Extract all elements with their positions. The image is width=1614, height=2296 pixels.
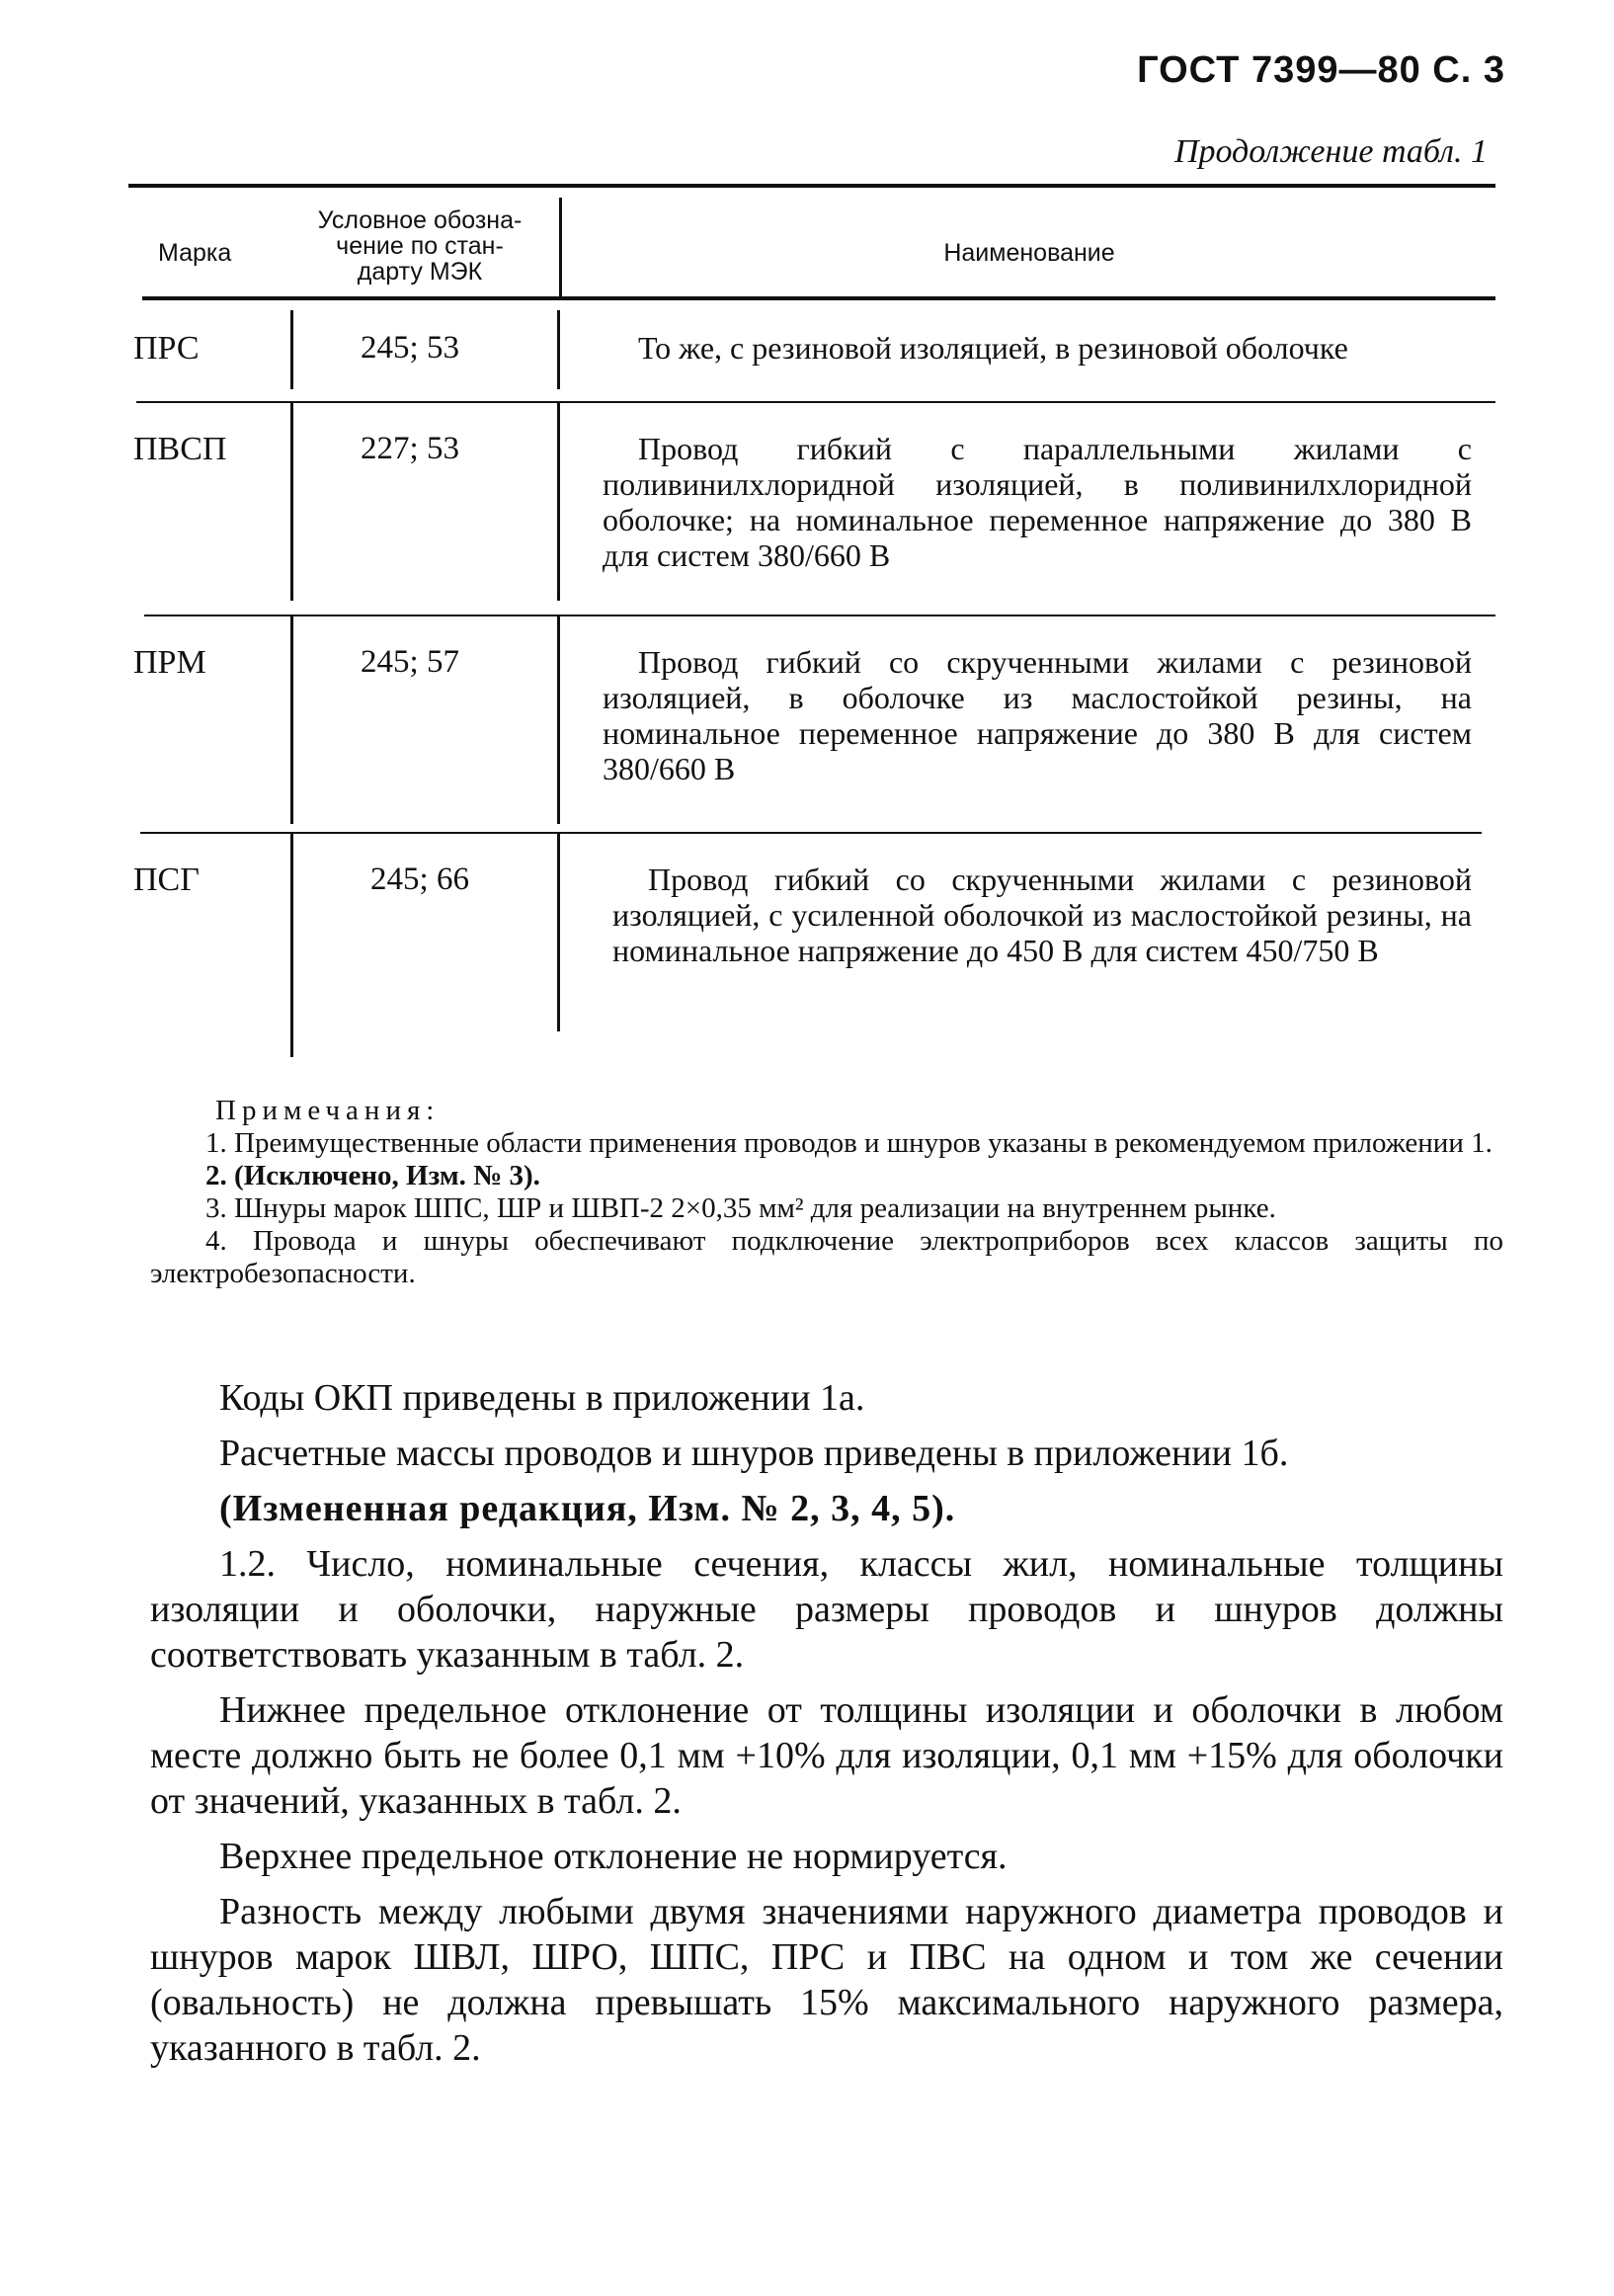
row-iec: 245; 53 (361, 330, 459, 366)
row-mark: ПРМ (133, 644, 206, 681)
note-item: 4. Провода и шнуры обеспечивают подключение электроприборов всех классов защиты по электробезопасности. (150, 1225, 1503, 1289)
column-divider (290, 310, 293, 389)
row-name: Провод гибкий со скрученными жилами с резиновой изоляцией, в оболочке из маслостойкой резины, на номинальное переменное напряжение до 380 В для систем 380/660 В (603, 644, 1472, 786)
row-mark: ПСГ (133, 861, 200, 898)
table-row (128, 403, 1495, 615)
table-notes (150, 1095, 1503, 1290)
table-row (128, 300, 1495, 401)
header-divider (559, 198, 562, 296)
note-item: 1. Преимущественные области применения проводов и шнуров указаны в рекомендуемом приложении 1. (205, 1127, 1493, 1159)
note-item: 3. Шнуры марок ШПС, ШР и ШВП-2 2×0,35 мм² для реализации на внутреннем рынке. (205, 1192, 1276, 1224)
column-divider (557, 403, 560, 601)
column-header-iec: Условное обозна- чение по стан- дарту МЭК (317, 206, 523, 286)
paragraph: 1.2. Число, номинальные сечения, классы жил, номинальные толщины изоляции и оболочки, наружные размеры проводов и шнуров должны соответствовать указанным в табл. 2. (150, 1543, 1503, 1676)
wire-table (128, 184, 1495, 1057)
column-divider (290, 403, 293, 601)
row-iec: 245; 66 (370, 861, 469, 897)
column-divider (290, 616, 293, 824)
row-iec: 245; 57 (361, 644, 459, 680)
row-name: То же, с резиновой изоляцией, в резиновой оболочке (638, 330, 1348, 366)
paragraph: Разность между любыми двумя значениями наружного диаметра проводов и шнуров марок ШВЛ, ШРО, ШПС, ПРС и ПВС на одном и том же сечении (овальность) не должна превышать 15% максимального наружного размера, указанного в табл. 2. (150, 1891, 1503, 2069)
row-iec: 227; 53 (361, 431, 459, 466)
column-header-name: Наименование (943, 239, 1115, 267)
row-mark: ПВСП (133, 431, 227, 467)
column-divider (290, 834, 293, 1057)
row-name: Провод гибкий с параллельными жилами с поливинилхлоридной изоляцией, в поливинилхлоридной оболочке; на номинальное переменное напряжение до 380 В для систем 380/660 В (603, 431, 1472, 573)
table-row (128, 834, 1495, 1057)
note-item: 2. (Исключено, Изм. № 3). (205, 1160, 540, 1191)
paragraph: Расчетные массы проводов и шнуров приведены в приложении 1б. (219, 1433, 1289, 1474)
amendment-note: (Измененная редакция, Изм. № 2, 3, 4, 5). (219, 1488, 956, 1529)
body-text (150, 1375, 1503, 2081)
column-divider (557, 834, 560, 1031)
table-header (128, 188, 1495, 296)
row-mark: ПРС (133, 330, 200, 367)
notes-title: Примечания: (215, 1095, 441, 1126)
row-name: Провод гибкий со скрученными жилами с резиновой изоляцией, с усиленной оболочкой из маслостойкой резины, на номинальное напряжение до 450 В для систем 450/750 В (612, 861, 1472, 968)
standard-code: ГОСТ 7399—80 С. 3 (1137, 49, 1505, 91)
paragraph: Нижнее предельное отклонение от толщины изоляции и оболочки в любом месте должно быть не более 0,1 мм +10% для изоляции, 0,1 мм +15% для оболочки от значений, указанных в табл. 2. (150, 1689, 1503, 1822)
paragraph: Верхнее предельное отклонение не нормируется. (219, 1836, 1008, 1877)
column-divider (557, 616, 560, 824)
paragraph: Коды ОКП приведены в приложении 1а. (219, 1377, 865, 1419)
table-row (128, 616, 1495, 832)
column-header-mark: Марка (158, 239, 232, 267)
column-divider (557, 310, 560, 389)
table-continuation-label: Продолжение табл. 1 (1173, 133, 1488, 170)
